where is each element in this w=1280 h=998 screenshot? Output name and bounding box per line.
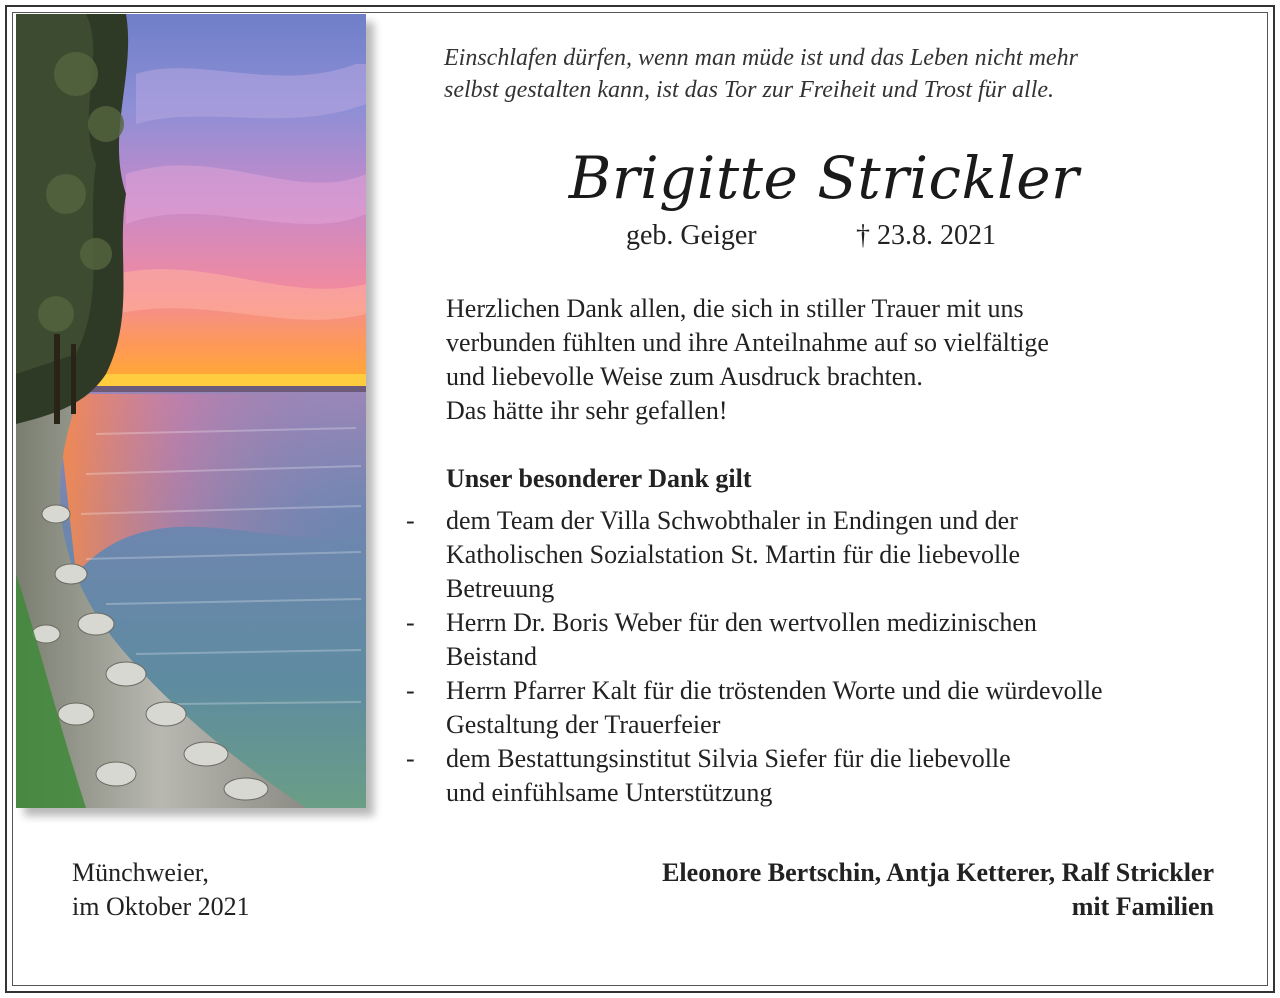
place-line: Münchweier, xyxy=(72,858,209,887)
place-and-date xyxy=(72,856,250,924)
thanks-line: Herzlichen Dank allen, die sich in stiller Trauer mit uns xyxy=(446,294,1024,323)
list-item-line: Beistand xyxy=(446,642,537,671)
maiden-name: geb. Geiger xyxy=(626,220,757,251)
list-bullet: - xyxy=(406,506,415,535)
deceased-name: Brigitte Strickler xyxy=(568,144,1080,212)
list-bullet: - xyxy=(406,676,415,705)
list-item xyxy=(400,742,1240,810)
list-item xyxy=(400,606,1240,674)
list-item-line: Katholischen Sozialstation St. Martin für die liebevolle xyxy=(446,540,1021,569)
signature-families: mit Familien xyxy=(1071,892,1214,921)
thanks-paragraph xyxy=(446,292,1246,428)
quote-line: Einschlafen dürfen, wenn man müde ist und das Leben nicht mehr xyxy=(444,45,1078,71)
list-bullet: - xyxy=(406,608,415,637)
list-item xyxy=(400,674,1240,742)
list-item-line: und einfühlsame Unterstützung xyxy=(446,778,773,807)
quote xyxy=(444,42,1244,106)
list-item xyxy=(400,504,1240,606)
list-item-line: dem Team der Villa Schwobthaler in Endingen und der xyxy=(446,506,1018,535)
date-line: im Oktober 2021 xyxy=(72,892,250,921)
lake-sunset-photo xyxy=(16,14,366,808)
list-item-line: Betreuung xyxy=(446,574,555,603)
signature xyxy=(662,856,1214,924)
quote-line: selbst gestalten kann, ist das Tor zur Freiheit und Trost für alle. xyxy=(444,77,1055,103)
list-bullet: - xyxy=(406,744,415,773)
list-item-line: dem Bestattungsinstitut Silvia Siefer für die liebevolle xyxy=(446,744,1011,773)
list-item-line: Herrn Dr. Boris Weber für den wertvollen medizinischen xyxy=(446,608,1037,637)
special-thanks-heading: Unser besonderer Dank gilt xyxy=(446,464,752,493)
thanks-line: verbunden fühlten und ihre Anteilnahme auf so vielfältige xyxy=(446,328,1049,357)
death-date: † 23.8. 2021 xyxy=(856,220,996,251)
list-item-line: Herrn Pfarrer Kalt für die tröstenden Worte und die würdevolle xyxy=(446,676,1103,705)
thanks-line: und liebevolle Weise zum Ausdruck brachten. xyxy=(446,362,923,391)
signature-names: Eleonore Bertschin, Antja Ketterer, Ralf Strickler xyxy=(662,858,1214,887)
thanks-line: Das hätte ihr sehr gefallen! xyxy=(446,396,728,425)
list-item-line: Gestaltung der Trauerfeier xyxy=(446,710,721,739)
special-thanks-list xyxy=(400,504,1240,810)
